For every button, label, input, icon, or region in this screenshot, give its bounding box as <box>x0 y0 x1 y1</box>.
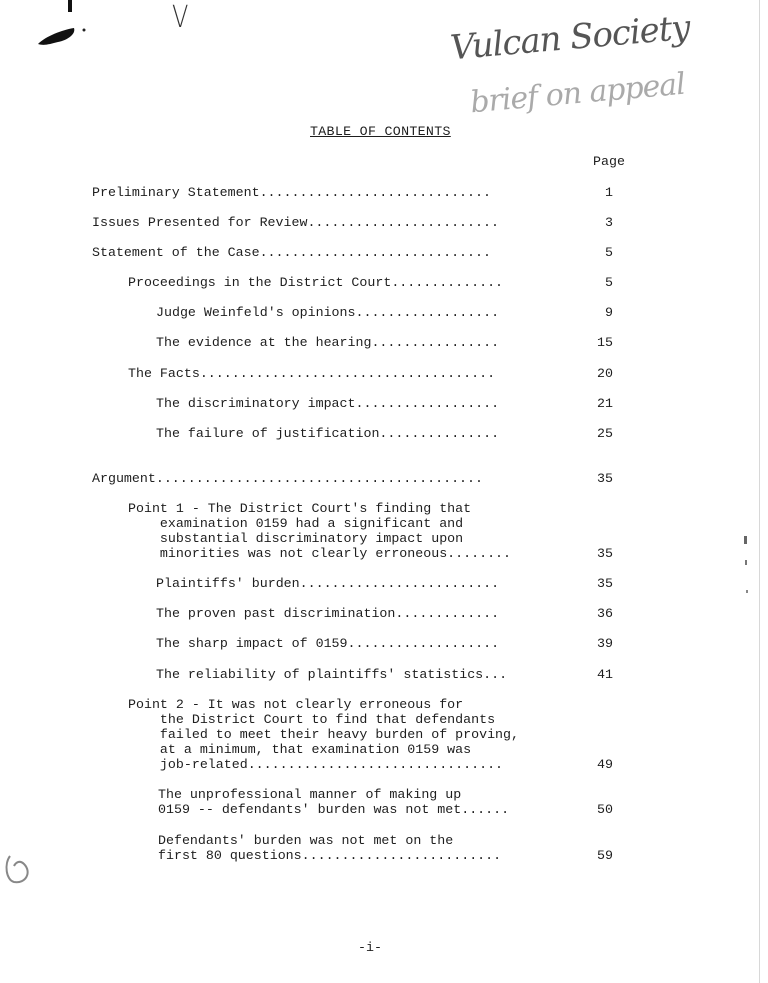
toc-entry-text: Point 1 - The District Court's finding that examination 0159 had a significant and substantial discriminatory impact upon minorities was not clearly erroneous........ <box>128 501 512 561</box>
handwritten-annotation <box>440 7 700 128</box>
toc-entry-page: 59 <box>597 848 613 863</box>
toc-entry-page: 35 <box>597 576 613 591</box>
toc-entry-text: Issues Presented for Review........................ <box>92 215 499 230</box>
toc-entry-text: The failure of justification............... <box>156 426 500 441</box>
handwritten-line-1: Vulcan Society <box>448 7 692 69</box>
toc-entry-page: 9 <box>605 305 613 320</box>
toc-entry-page: 3 <box>605 215 613 230</box>
toc-entry-text: The discriminatory impact.................. <box>156 396 500 411</box>
toc-entry-page: 49 <box>597 757 613 772</box>
toc-entry-page: 50 <box>597 802 613 817</box>
toc-entry-page: 25 <box>597 426 613 441</box>
toc-entry-text: Plaintiffs' burden......................... <box>156 576 500 591</box>
toc-entry-page: 35 <box>597 546 613 561</box>
toc-entry-text: The Facts..................................... <box>128 366 496 381</box>
toc-entry-text: Judge Weinfeld's opinions.................. <box>156 305 500 320</box>
toc-entry-page: 41 <box>597 667 613 682</box>
edge-specks-icon <box>738 530 758 620</box>
toc-entry-text: The sharp impact of 0159................... <box>156 636 500 651</box>
toc-entry-text: The proven past discrimination............. <box>156 606 500 621</box>
footer-page-number: -i- <box>358 940 382 955</box>
toc-entry-page: 39 <box>597 636 613 651</box>
page-column-heading: Page <box>593 154 625 169</box>
toc-entry-text: The evidence at the hearing................ <box>156 335 500 350</box>
toc-entry-page: 15 <box>597 335 613 350</box>
toc-entry-page: 21 <box>597 396 613 411</box>
stray-mark-icon <box>0 852 40 892</box>
toc-entry-page: 1 <box>605 185 613 200</box>
toc-entry-text: Defendants' burden was not met on the first 80 questions......................... <box>158 833 502 863</box>
toc-entry-text: Statement of the Case............................. <box>92 245 491 260</box>
toc-entry-page: 35 <box>597 471 613 486</box>
handwritten-line-2: brief on appeal <box>468 66 687 121</box>
toc-entry-text: Argument......................................... <box>92 471 483 486</box>
check-mark: V <box>172 0 189 35</box>
toc-entry-text: Proceedings in the District Court.............. <box>128 275 504 290</box>
toc-entry-text: The unprofessional manner of making up 0159 -- defendants' burden was not met...... <box>158 787 510 817</box>
toc-entry-page: 36 <box>597 606 613 621</box>
toc-entry-text: Point 2 - It was not clearly erroneous for the District Court to find that defendants failed to meet their heavy burden of proving, at a minimum, that examination 0159 was job-related................................ <box>128 697 519 772</box>
toc-entry-text: The reliability of plaintiffs' statistics... <box>156 667 508 682</box>
toc-title: TABLE OF CONTENTS <box>310 124 451 139</box>
toc-entry-page: 20 <box>597 366 613 381</box>
ink-blot-icon <box>28 0 88 60</box>
page-edge-line <box>759 0 760 983</box>
toc-entry-page: 5 <box>605 275 613 290</box>
toc-entry-text: Preliminary Statement............................. <box>92 185 491 200</box>
toc-entry-page: 5 <box>605 245 613 260</box>
